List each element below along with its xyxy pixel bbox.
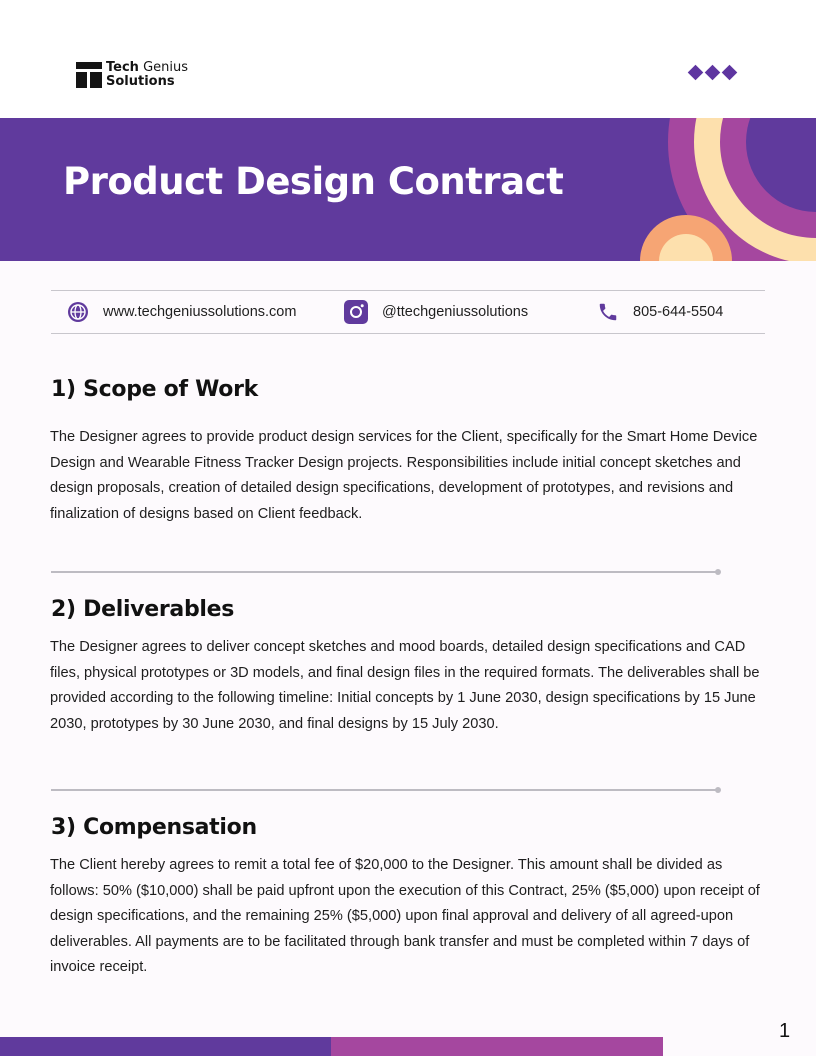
logo-line1-bold: Tech bbox=[106, 60, 139, 75]
section-title-compensation: 3) Compensation bbox=[51, 815, 257, 840]
section-title-scope: 1) Scope of Work bbox=[51, 377, 258, 402]
page-number: 1 bbox=[779, 1020, 791, 1042]
section-body-compensation: The Client hereby agrees to remit a total fee of $20,000 to the Designer. This amount shall be divided as follows: 50% ($10,000) shall be paid upfront upon the execution of this Contract, 25% ($5,000) upon receipt of design specifications, and the remaining 25% ($5,000) upon final approval and delivery of all agreed-upon deliverables. All payments are to be facilitated through bank transfer and must be completed within 7 days of invoice receipt. bbox=[50, 857, 760, 976]
logo-line1-rest: Genius bbox=[143, 60, 188, 75]
decorative-diamonds bbox=[690, 67, 735, 78]
section-body-deliverables: The Designer agrees to deliver concept sketches and mood boards, detailed design specifications and CAD files, physical prototypes or 3D models, and final design files in the required formats. The deliverables shall be provided according to the following timeline: Initial concepts by 1 June 2030, design specifications by 15 June 2030, prototypes by 30 June 2030, and final designs by 15 July 2030. bbox=[50, 639, 760, 732]
section-title-deliverables: 2) Deliverables bbox=[51, 597, 235, 622]
header-area bbox=[0, 0, 816, 118]
page-title: Product Design Contract bbox=[63, 160, 564, 203]
contact-phone[interactable] bbox=[597, 291, 723, 333]
diamond-icon bbox=[705, 65, 721, 81]
title-banner bbox=[0, 118, 816, 261]
logo-line2: Solutions bbox=[106, 74, 175, 89]
section-divider bbox=[51, 571, 718, 573]
globe-icon bbox=[67, 301, 89, 323]
website-link[interactable]: www.techgeniussolutions.com bbox=[103, 304, 297, 320]
footer-bar-purple bbox=[0, 1037, 331, 1056]
section-divider bbox=[51, 789, 718, 791]
section-body-scope: The Designer agrees to provide product design services for the Client, specifically for the Smart Home Device Design and Wearable Fitness Tracker Design projects. Responsibilities include initial concept sketches and design proposals, creation of detailed design specifications, development of prototypes, and revisions and finalization of designs based on Client feedback. bbox=[50, 429, 758, 522]
logo-mark-icon bbox=[76, 62, 102, 88]
instagram-handle[interactable]: @ttechgeniussolutions bbox=[382, 304, 529, 320]
footer-bar-magenta bbox=[331, 1037, 663, 1056]
contact-instagram[interactable] bbox=[344, 291, 528, 333]
logo-text bbox=[106, 61, 188, 89]
phone-number[interactable]: 805-644-5504 bbox=[633, 304, 724, 320]
company-logo bbox=[76, 61, 188, 89]
diamond-icon bbox=[722, 65, 738, 81]
contact-bar bbox=[51, 290, 765, 334]
phone-icon bbox=[597, 301, 619, 323]
diamond-icon bbox=[688, 65, 704, 81]
contact-website[interactable] bbox=[67, 291, 296, 333]
instagram-icon bbox=[344, 300, 368, 324]
